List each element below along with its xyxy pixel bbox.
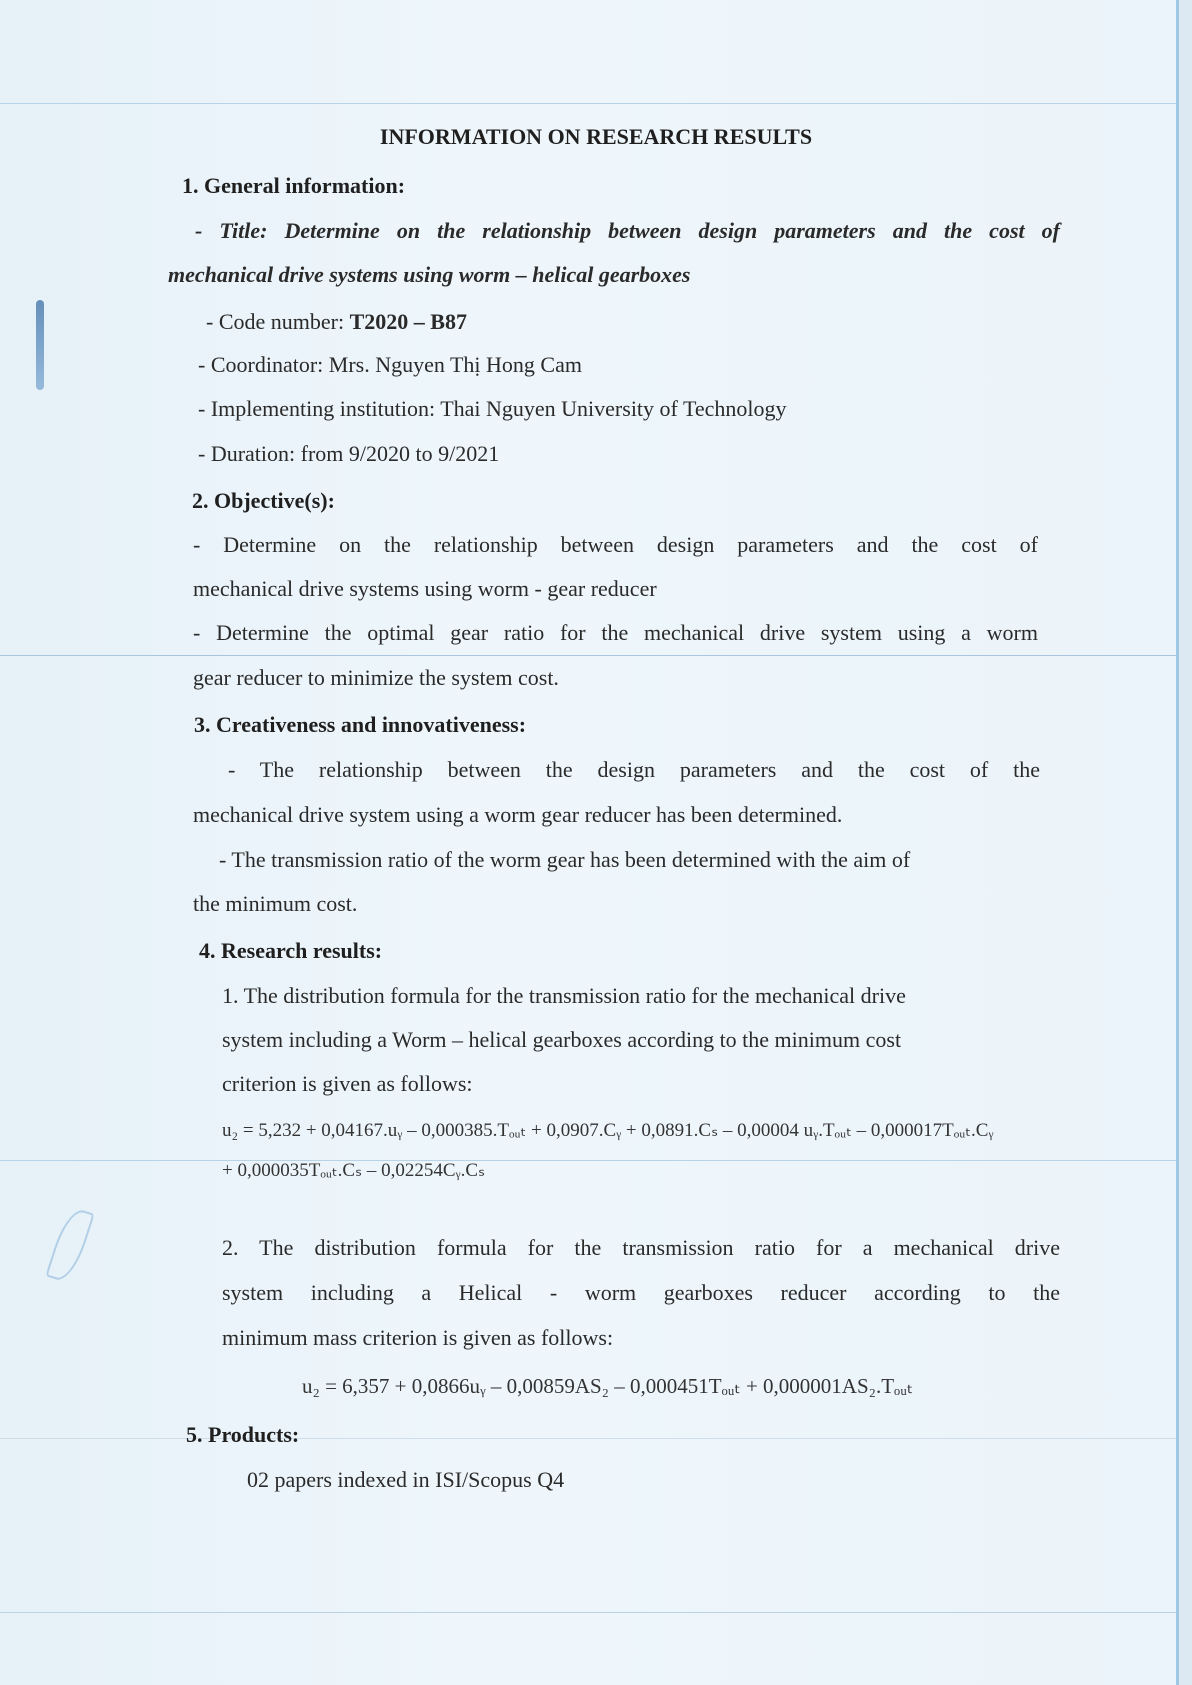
institution: - Implementing institution: Thai Nguyen University of Technology — [198, 396, 787, 421]
result1-line3: criterion is given as follows: — [222, 1071, 473, 1096]
objective-line1: - Determine on the relationship between design parameters and the cost of — [193, 532, 1038, 557]
ruled-line — [0, 103, 1176, 104]
result1-line1: 1. The distribution formula for the transmission ratio for the mechanical drive — [222, 983, 906, 1008]
page-title: INFORMATION ON RESEARCH RESULTS — [379, 124, 813, 149]
project-title-line1: - Title: Determine on the relationship between design parameters and the cost of — [195, 218, 1060, 243]
section-heading-results: 4. Research results: — [199, 938, 383, 963]
equation2: u₂ = 6,357 + 0,0866uᵧ – 0,00859AS₂ – 0,000451Tₒᵤₜ + 0,000001AS₂.Tₒᵤₜ — [302, 1374, 914, 1398]
duration: - Duration: from 9/2020 to 9/2021 — [198, 441, 500, 466]
creativeness-line2: mechanical drive system using a worm gear reducer has been determined. — [193, 802, 843, 827]
code-number — [206, 309, 467, 335]
equation1-line1: u₂ = 5,232 + 0,04167.uᵧ – 0,000385.Tₒᵤₜ + 0,0907.Cᵧ + 0,0891.Cₛ – 0,00004 uᵧ.Tₒᵤₜ – 0,000017Tₒᵤₜ.Cᵧ — [222, 1120, 994, 1141]
project-title-line2: mechanical drive systems using worm – helical gearboxes — [168, 262, 691, 287]
objective-line4: gear reducer to minimize the system cost. — [193, 665, 559, 690]
objective-line2: mechanical drive systems using worm - gear reducer — [193, 576, 657, 601]
creativeness-line3: - The transmission ratio of the worm gear has been determined with the aim of — [219, 847, 911, 872]
products-line1: 02 papers indexed in ISI/Scopus Q4 — [247, 1467, 565, 1492]
ruled-line — [0, 655, 1176, 656]
objective-line3: - Determine the optimal gear ratio for the mechanical drive system using a worm — [193, 620, 1038, 645]
result1-line2: system including a Worm – helical gearboxes according to the minimum cost — [222, 1027, 902, 1052]
ruled-line — [0, 1438, 1176, 1439]
result2-line3: minimum mass criterion is given as follows: — [222, 1325, 614, 1350]
section-heading-general: 1. General information: — [182, 173, 406, 198]
creativeness-line4: the minimum cost. — [193, 891, 358, 916]
result2-line2: system including a Helical - worm gearboxes reducer according to the — [222, 1280, 1060, 1305]
section-heading-products: 5. Products: — [186, 1422, 300, 1447]
code-number-value: T2020 – B87 — [349, 309, 467, 334]
decorative-leaf-mark — [45, 1205, 94, 1284]
code-number-label: - Code number: — [206, 309, 350, 334]
result2-line1: 2. The distribution formula for the transmission ratio for a mechanical drive — [222, 1235, 1060, 1260]
equation1-line2: + 0,000035Tₒᵤₜ.Cₛ – 0,02254Cᵧ.Cₛ — [222, 1160, 486, 1181]
section-heading-creativeness: 3. Creativeness and innovativeness: — [194, 712, 527, 737]
section-heading-objectives: 2. Objective(s): — [192, 488, 335, 513]
creativeness-line1: - The relationship between the design parameters and the cost of the — [228, 757, 1040, 782]
ruled-line — [0, 1160, 1176, 1161]
coordinator: - Coordinator: Mrs. Nguyen Thị Hong Cam — [198, 352, 582, 377]
ink-mark — [36, 300, 44, 390]
ruled-line — [0, 1612, 1176, 1613]
